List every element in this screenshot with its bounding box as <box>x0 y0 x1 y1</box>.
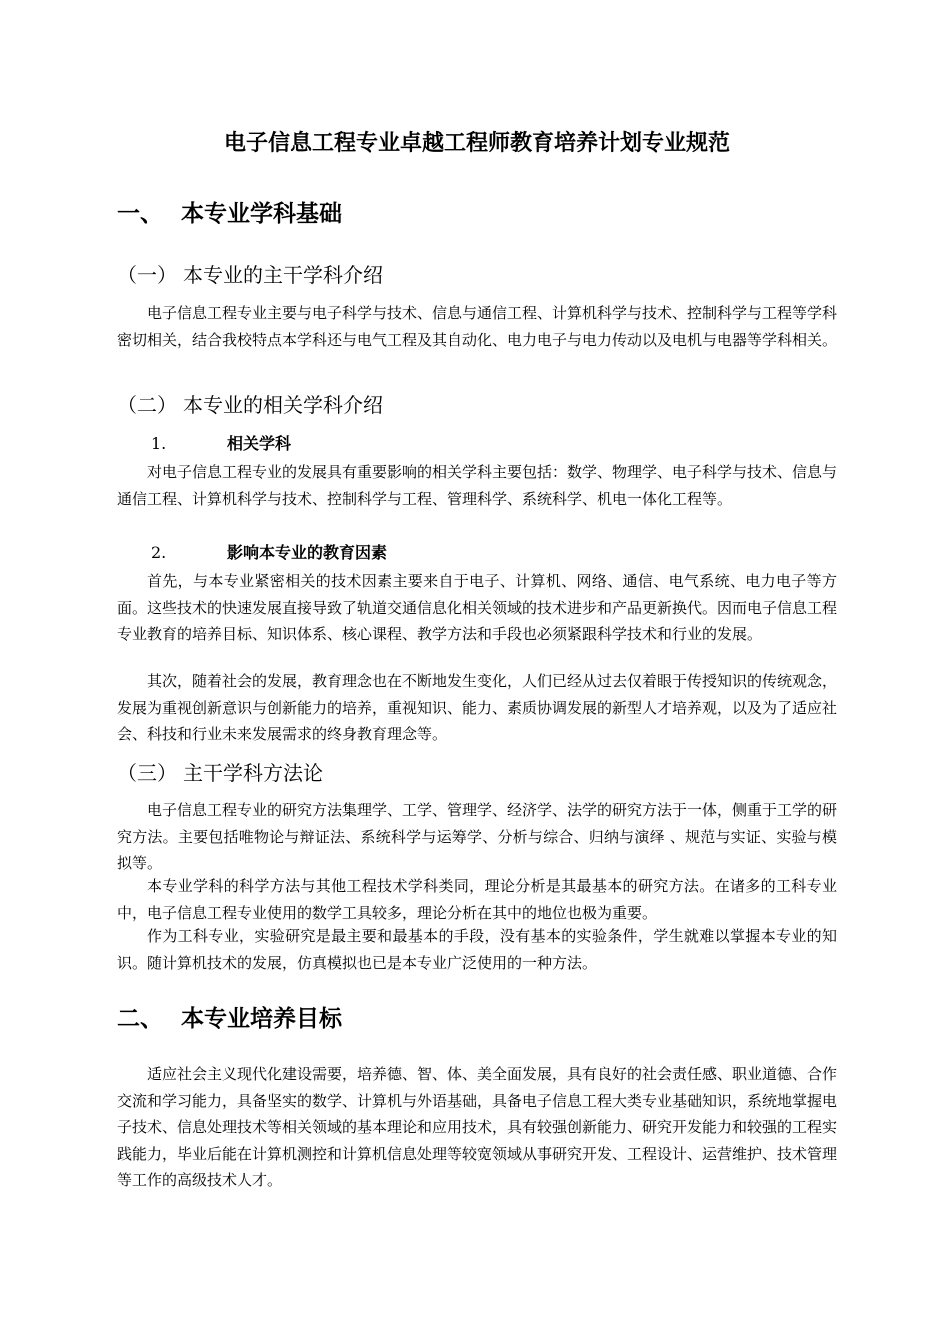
paragraph: 首先，与本专业紧密相关的技术因素主要来自于电子、计算机、网络、通信、电气系统、电力电子等方面。这些技术的快速发展直接导致了轨道交通信息化相关领域的技术进步和产品更新换代。因而电子信息工程专业教育的培养目标、知识体系、核心课程、教学方法和手段也必须紧跟科学技术和行业的发展。 <box>117 572 838 643</box>
document-title: 电子信息工程专业卓越工程师教育培养计划专业规范 <box>223 131 730 156</box>
section-heading-2 <box>117 1003 342 1035</box>
item-heading-2 <box>151 541 387 565</box>
subsection-heading-1-1 <box>117 261 383 289</box>
item-heading-1 <box>151 432 291 456</box>
subsection-heading-1-3 <box>117 759 323 787</box>
subsection-number: （一） <box>117 263 177 287</box>
paragraph: 其次，随着社会的发展，教育理念也在不断地发生变化，人们已经从过去仅着眼于传授知识的传统观念，发展为重视创新意识与创新能力的培养，重视知识、能力、素质协调发展的新型人才培养观，以及为了适应社会、科技和行业未来发展需求的终身教育理念等。 <box>117 672 838 743</box>
section-title: 本专业学科基础 <box>181 201 342 227</box>
subsection-number: （二） <box>117 393 177 417</box>
subsection-title: 本专业的相关学科介绍 <box>183 393 383 417</box>
paragraph: 适应社会主义现代化建设需要，培养德、智、体、美全面发展，具有良好的社会责任感、职业道德、合作交流和学习能力，具备坚实的数学、计算机与外语基础，具备电子信息工程大类专业基础知识，系统地掌握电子技术、信息处理技术等相关领域的基本理论和应用技术，具有较强创新能力、研究开发能力和较强的工程实践能力，毕业后能在计算机测控和计算机信息处理等较宽领域从事研究开发、工程设计、运营维护、技术管理等工作的高级技术人才。 <box>117 1065 838 1189</box>
section-number: 二、 <box>117 1006 163 1032</box>
paragraph: 作为工科专业，实验研究是最主要和最基本的手段，没有基本的实验条件，学生就难以掌握本专业的知识。随计算机技术的发展，仿真模拟也已是本专业广泛使用的一种方法。 <box>117 927 837 972</box>
paragraph: 电子信息工程专业的研究方法集理学、工学、管理学、经济学、法学的研究方法于一体，侧重于工学的研究方法。主要包括唯物论与辩证法、系统科学与运筹学、分析与综合、归纳与演绎 、规范与实证、实验与模拟等。 <box>117 801 838 872</box>
item-title: 影响本专业的教育因素 <box>227 543 388 562</box>
paragraph: 对电子信息工程专业的发展具有重要影响的相关学科主要包括：数学、物理学、电子科学与技术、信息与通信工程、计算机科学与技术、控制科学与工程、管理科学、系统科学、机电一体化工程等。 <box>117 463 838 508</box>
section-title: 本专业培养目标 <box>181 1006 342 1032</box>
subsection-title: 主干学科方法论 <box>183 761 323 785</box>
section-number: 一、 <box>117 201 163 227</box>
item-title: 相关学科 <box>227 434 292 453</box>
paragraph: 电子信息工程专业主要与电子科学与技术、信息与通信工程、计算机科学与技术、控制科学与工程等学科密切相关，结合我校特点本学科还与电气工程及其自动化、电力电子与电力传动以及电机与电器等学科相关。 <box>117 304 838 349</box>
subsection-number: （三） <box>117 761 177 785</box>
subsection-heading-1-2 <box>117 391 383 419</box>
item-number: 2. <box>151 543 167 562</box>
subsection-title: 本专业的主干学科介绍 <box>183 263 383 287</box>
item-number: 1. <box>151 434 167 453</box>
paragraph: 本专业学科的科学方法与其他工程技术学科类同，理论分析是其最基本的研究方法。在诸多的工科专业中，电子信息工程专业使用的数学工具较多，理论分析在其中的地位也极为重要。 <box>117 877 837 922</box>
section-heading-1 <box>117 198 342 230</box>
